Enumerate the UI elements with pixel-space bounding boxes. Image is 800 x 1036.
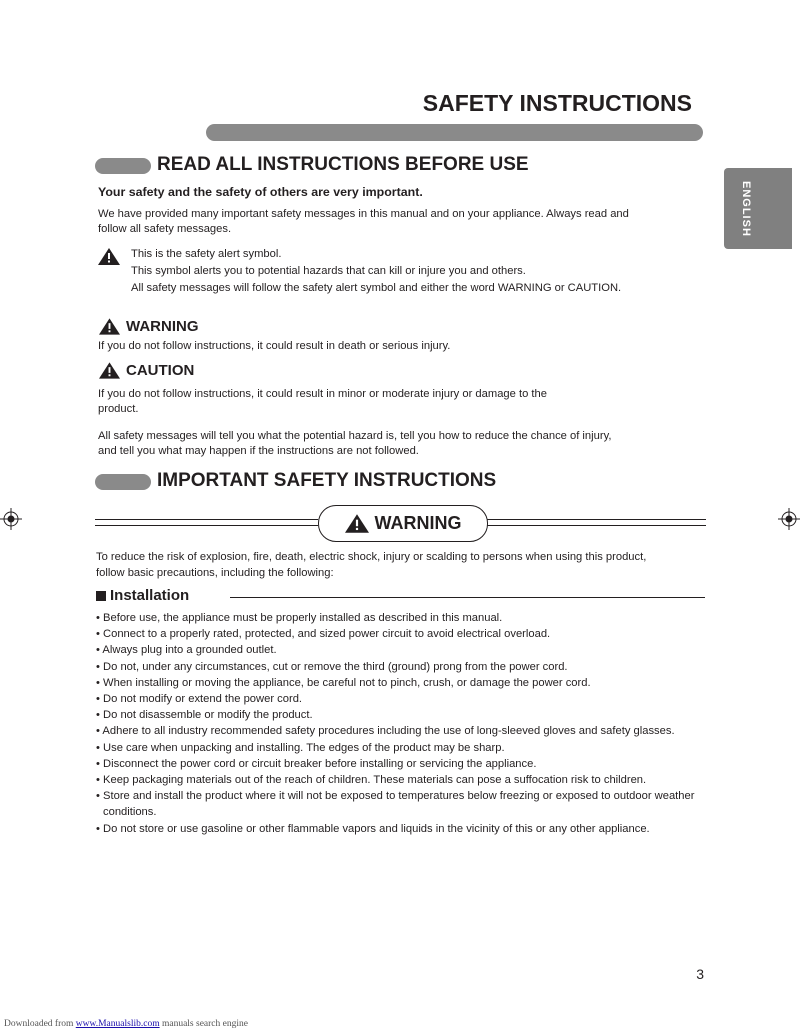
caution-text: product. — [98, 403, 139, 415]
list-item: • Use care when unpacking and installing. The edges of the product may be sharp. — [96, 740, 706, 756]
list-item: • Do not disassemble or modify the product. — [96, 707, 706, 723]
list-item: • Adhere to all industry recommended safety procedures including the use of long-sleeved gloves and safety glasses. — [96, 723, 706, 739]
list-item: • When installing or moving the appliance, be careful not to pinch, crush, or damage the power cord. — [96, 675, 706, 691]
list-item: • Do not store or use gasoline or other flammable vapors and liquids in the vicinity of this or any other appliance. — [96, 821, 706, 837]
warning-alert-icon — [345, 514, 369, 533]
section-pill — [95, 158, 151, 174]
safety-alert-icon — [98, 248, 120, 265]
important-intro: To reduce the risk of explosion, fire, death, electric shock, injury or scalding to persons when using this product, — [96, 551, 647, 563]
symbol-line: This is the safety alert symbol. — [131, 248, 282, 260]
title-bar — [206, 124, 703, 141]
list-item: • Connect to a properly rated, protected, and sized power circuit to avoid electrical overload. — [96, 626, 706, 642]
list-item: • Before use, the appliance must be properly installed as described in this manual. — [96, 610, 706, 626]
footer-suffix: manuals search engine — [161, 1019, 248, 1029]
caution-alert-icon — [99, 362, 120, 379]
divider — [95, 519, 318, 526]
caution-text: If you do not follow instructions, it could result in minor or moderate injury or damage to the — [98, 388, 547, 400]
symbol-line: This symbol alerts you to potential hazards that can kill or injure you and others. — [131, 265, 526, 277]
intro-line: follow all safety messages. — [98, 223, 232, 235]
footer-prefix: Downloaded from — [4, 1019, 74, 1029]
summary-line: All safety messages will tell you what the potential hazard is, tell you how to reduce the chance of injury, — [98, 430, 612, 442]
list-item: • Do not, under any circumstances, cut or remove the third (ground) prong from the power cord. — [96, 659, 706, 675]
read-all-heading: READ ALL INSTRUCTIONS BEFORE USE — [157, 154, 529, 175]
divider — [486, 519, 706, 526]
manualslib-link[interactable]: www.Manualslib.com — [75, 1019, 160, 1029]
registration-mark-icon — [0, 508, 22, 530]
language-tab — [724, 168, 792, 249]
symbol-line: All safety messages will follow the safety alert symbol and either the word WARNING or CAUTION. — [131, 282, 622, 294]
caution-heading — [99, 362, 194, 379]
section-pill — [95, 474, 151, 490]
registration-mark-icon — [778, 508, 800, 530]
list-item: • Store and install the product where it will not be exposed to temperatures below freezing or exposed to outdoor weather conditions. — [96, 788, 706, 820]
safety-lead: Your safety and the safety of others are very important. — [98, 185, 423, 199]
warning-alert-icon — [99, 318, 120, 335]
warning-label: WARNING — [126, 318, 199, 335]
download-footer — [4, 1019, 248, 1029]
list-item: • Do not modify or extend the power cord. — [96, 691, 706, 707]
page-number: 3 — [696, 966, 704, 982]
language-tab-label: ENGLISH — [740, 180, 752, 237]
summary-line: and tell you what may happen if the instructions are not followed. — [98, 445, 419, 457]
intro-line: We have provided many important safety messages in this manual and on your appliance. Always read and — [98, 208, 629, 220]
warning-heading — [99, 318, 199, 335]
square-bullet-icon — [96, 591, 106, 601]
warning-banner — [318, 505, 488, 542]
page-title: SAFETY INSTRUCTIONS — [422, 90, 692, 116]
divider — [230, 597, 705, 598]
installation-heading — [96, 587, 189, 604]
list-item: • Disconnect the power cord or circuit breaker before installing or servicing the appliance. — [96, 756, 706, 772]
installation-label: Installation — [110, 587, 190, 604]
caution-label: CAUTION — [126, 362, 195, 379]
list-item: • Always plug into a grounded outlet. — [96, 642, 706, 658]
list-item: • Keep packaging materials out of the reach of children. These materials can pose a suffocation risk to children. — [96, 772, 706, 788]
warning-banner-label: WARNING — [374, 513, 462, 533]
warning-text: If you do not follow instructions, it could result in death or serious injury. — [98, 340, 451, 352]
important-intro: follow basic precautions, including the following: — [96, 567, 334, 579]
installation-list — [96, 610, 706, 837]
important-heading: IMPORTANT SAFETY INSTRUCTIONS — [157, 470, 497, 491]
